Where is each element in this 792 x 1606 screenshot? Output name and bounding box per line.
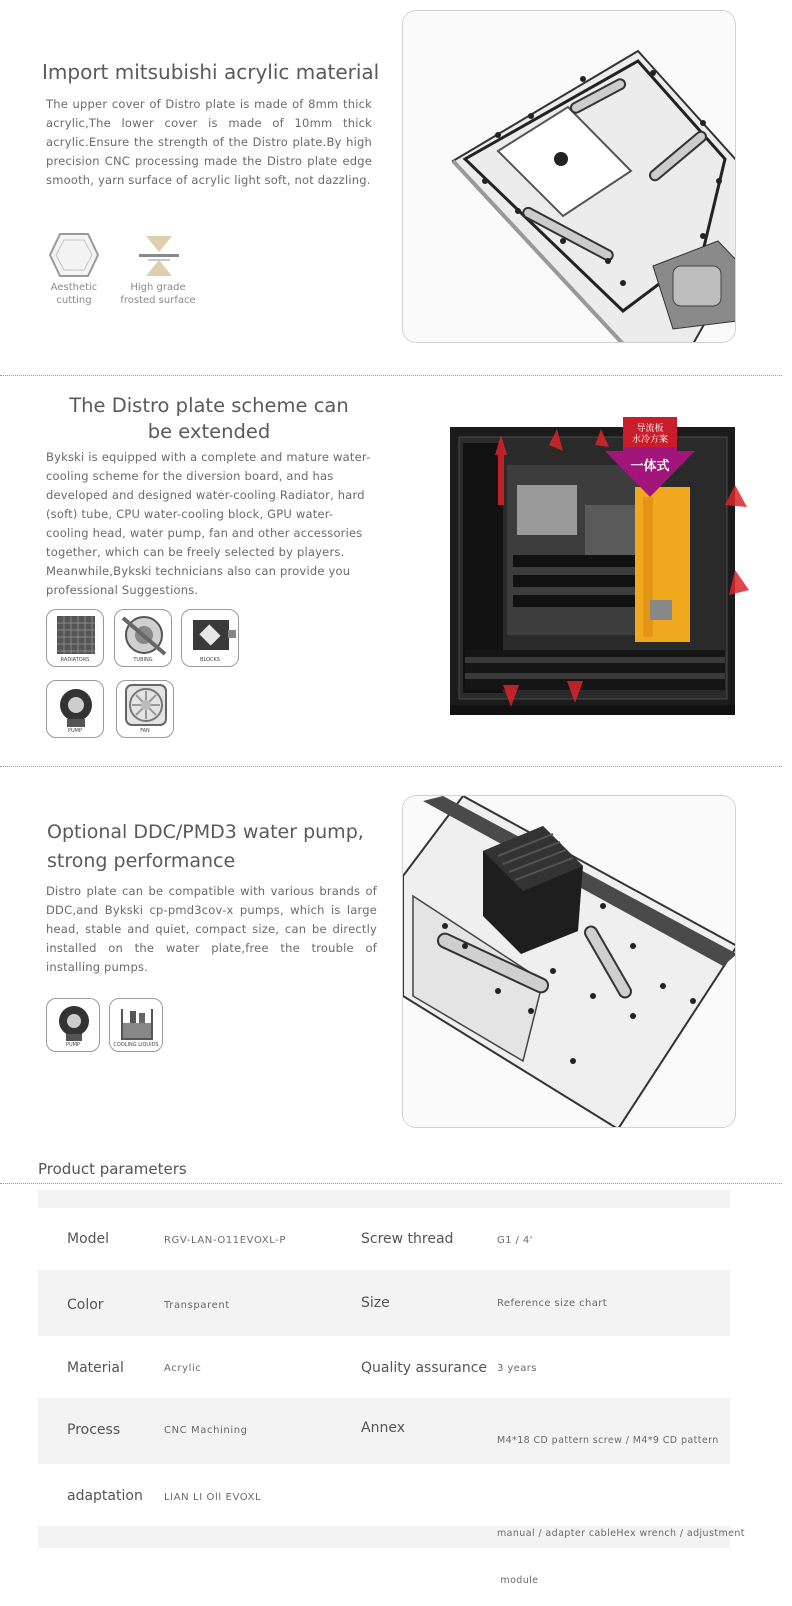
param-label: Screw thread [361,1231,454,1247]
annex-line: module [497,1574,539,1586]
tubing-badge [114,609,172,667]
param-label: adaptation [67,1488,143,1504]
section1-title: Import mitsubishi acrylic material [42,60,380,84]
section3-title-line1: Optional DDC/PMD3 water pump, [47,821,364,843]
param-value: LIAN LI Oll EVOXL [164,1492,262,1503]
badge-caption: TUBING [133,657,153,663]
badge-caption: PUMP [67,728,82,734]
pump-plate-photo [402,795,736,1128]
section2-body: Bykski is equipped with a complete and mature water-cooling scheme for the diversion board, and has developed and designed water-cooling Radiator, hard (soft) tube, CPU water-cooling block, GPU water-cooling head, water pump, fan and other accessories together, which can be freely selected by players. Meanwhile,Bykski technicians also can provide you professional Suggestions. [46,450,371,597]
feature-frosted-surface [116,230,202,310]
param-row [38,1464,730,1526]
cooling-liquids-badge [109,998,163,1052]
fan-badge [116,680,174,738]
param-label: Annex [361,1420,405,1436]
feature-label: frosted surface [120,295,196,306]
pump-badge [46,680,104,738]
section3-body: Distro plate can be compatible with various brands of DDC,and Bykski cp-pmd3cov-x pumps, which is large head, stable and quiet, compact size, can be directly installed on the water plate,free the trouble of installing pumps. [46,884,377,974]
params-divider [0,1183,782,1184]
section3-title-line2: strong performance [47,850,236,872]
param-value: G1 / 4' [497,1235,533,1246]
badge-caption: RADIATORS [60,657,90,663]
radiator-badge [46,609,104,667]
section2-title [46,393,372,445]
pc-case-photo [445,415,755,717]
acrylic-plate-photo [402,10,736,343]
section2-title-line1: The Distro plate scheme can [69,394,349,417]
feature-aesthetic-cutting [44,230,104,310]
param-value: Acrylic [164,1363,202,1374]
param-value: Reference size chart [497,1298,608,1309]
param-label: Quality assurance [361,1360,488,1376]
param-value: 3 years [497,1363,537,1374]
feature-label: High grade [130,282,186,293]
param-row [38,1336,730,1398]
section3-title [47,818,387,876]
banner-line2: 水冷方案 [631,435,668,445]
param-label: Color [67,1297,104,1313]
annex-line: M4*18 CD pattern screw / M4*9 CD pattern [497,1435,719,1446]
banner-line1: 导流板 [636,424,664,434]
param-value: Transparent [164,1300,230,1311]
blocks-badge [181,609,239,667]
pump-badge [46,998,100,1052]
section-divider [0,375,782,376]
banner-line3: 一体式 [630,459,670,474]
param-label: Process [67,1422,121,1438]
hexagon-icon [46,230,102,280]
badge-caption: BLOCKS [200,657,220,663]
badge-caption: PUMP [65,1042,80,1048]
badge-caption: FAN [140,728,150,734]
badge-caption: COOLING LIQUIDS [113,1042,159,1048]
hourglass-icon [134,232,184,280]
annex-line: manual / adapter cableHex wrench / adjustment [497,1528,745,1539]
param-value: CNC Machining [164,1425,248,1436]
section2-title-line2: be extended [147,420,271,443]
param-label: Material [67,1360,124,1376]
param-value: RGV-LAN-O11EVOXL-P [164,1235,287,1246]
param-label: Size [361,1295,390,1311]
param-row [38,1208,730,1270]
feature-label: Aesthetic [50,282,98,293]
param-label: Model [67,1231,110,1247]
params-title: Product parameters [38,1160,187,1178]
feature-label: cutting [56,295,92,306]
section-divider [0,766,782,767]
section1-body: The upper cover of Distro plate is made of 8mm thick acrylic,The lower cover is made of 10mm thick acrylic.Ensure the strength of the Distro plate.By high precision CNC processing made the Distro plate edge smooth, yarn surface of acrylic light soft, not dazzling. [46,97,372,187]
param-row [38,1273,730,1335]
